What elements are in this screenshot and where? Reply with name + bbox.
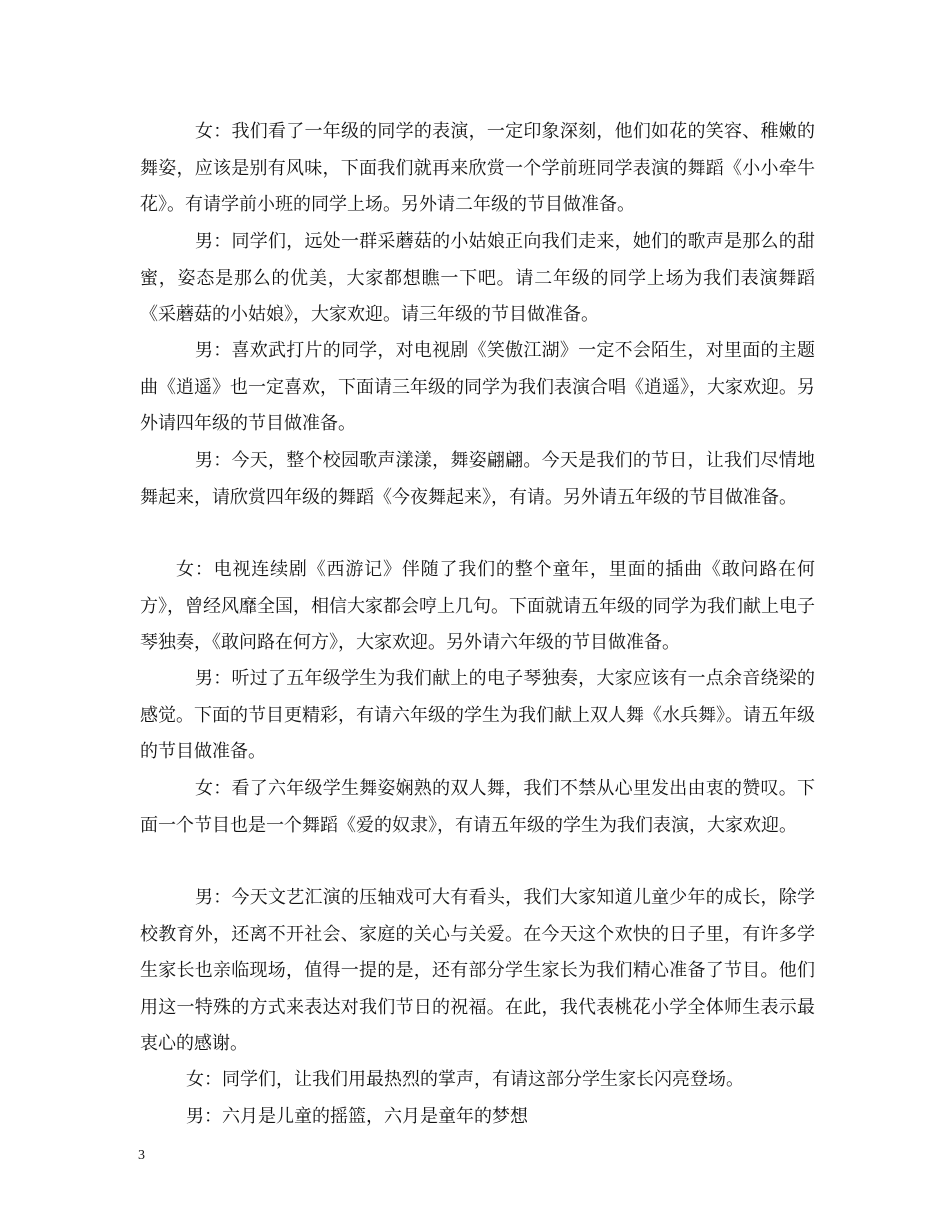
paragraph-7: 女：看了六年级学生舞姿娴熟的双人舞，我们不禁从心里发出由衷的赞叹。下面一个节目也是一个舞蹈《爱的奴隶》，有请五年级的学生为我们表演，大家欢迎。 bbox=[140, 778, 815, 836]
paragraph-1: 女：我们看了一年级的同学的表演，一定印象深刻，他们如花的笑容、稚嫩的舞姿，应该是别有风味，下面我们就再来欣赏一个学前班同学表演的舞蹈《小小牵牛花》。有请学前小班的同学上场。另外请二年级的节目做准备。 bbox=[140, 121, 815, 215]
paragraph-5: 女：电视连续剧《西游记》伴随了我们的整个童年，里面的插曲《敢问路在何方》，曾经风靡全国，相信大家都会哼上几句。下面就请五年级的同学为我们献上电子琴独奏，《敢问路在何方》，大家欢迎。另外请六年级的节目做准备。 bbox=[140, 559, 815, 653]
paragraph-10: 男：六月是儿童的摇篮，六月是童年的梦想 bbox=[186, 1106, 528, 1127]
paragraph-8: 男：今天文艺汇演的压轴戏可大有看头，我们大家知道儿童少年的成长，除学校教育外，还离不开社会、家庭的关心与关爱。在今天这个欢快的日子里，有许多学生家长也亲临现场，值得一提的是，还有部分学生家长为我们精心准备了节目。他们用这一特殊的方式来表达对我们节日的祝福。在此，我代表桃花小学全体师生表示最衷心的感谢。 bbox=[140, 887, 815, 1054]
paragraph-3: 男：喜欢武打片的同学，对电视剧《笑傲江湖》一定不会陌生，对里面的主题曲《逍遥》也一定喜欢，下面请三年级的同学为我们表演合唱《逍遥》，大家欢迎。另外请四年级的节目做准备。 bbox=[140, 340, 815, 434]
page-number: 3 bbox=[138, 1148, 145, 1163]
paragraph-4: 男：今天，整个校园歌声漾漾，舞姿翩翩。今天是我们的节日，让我们尽情地舞起来，请欣赏四年级的舞蹈《今夜舞起来》，有请。另外请五年级的节目做准备。 bbox=[140, 450, 815, 508]
paragraph-6: 男：听过了五年级学生为我们献上的电子琴独奏，大家应该有一点余音绕梁的感觉。下面的节目更精彩，有请六年级的学生为我们献上双人舞《水兵舞》。请五年级的节目做准备。 bbox=[140, 668, 815, 762]
paragraph-9: 女：同学们，让我们用最热烈的掌声，有请这部分学生家长闪亮登场。 bbox=[186, 1069, 744, 1090]
paragraph-2: 男：同学们，远处一群采蘑菇的小姑娘正向我们走来，她们的歌声是那么的甜蜜，姿态是那么的优美，大家都想瞧一下吧。请二年级的同学上场为我们表演舞蹈《采蘑菇的小姑娘》，大家欢迎。请三年级的节目做准备。 bbox=[140, 231, 815, 325]
